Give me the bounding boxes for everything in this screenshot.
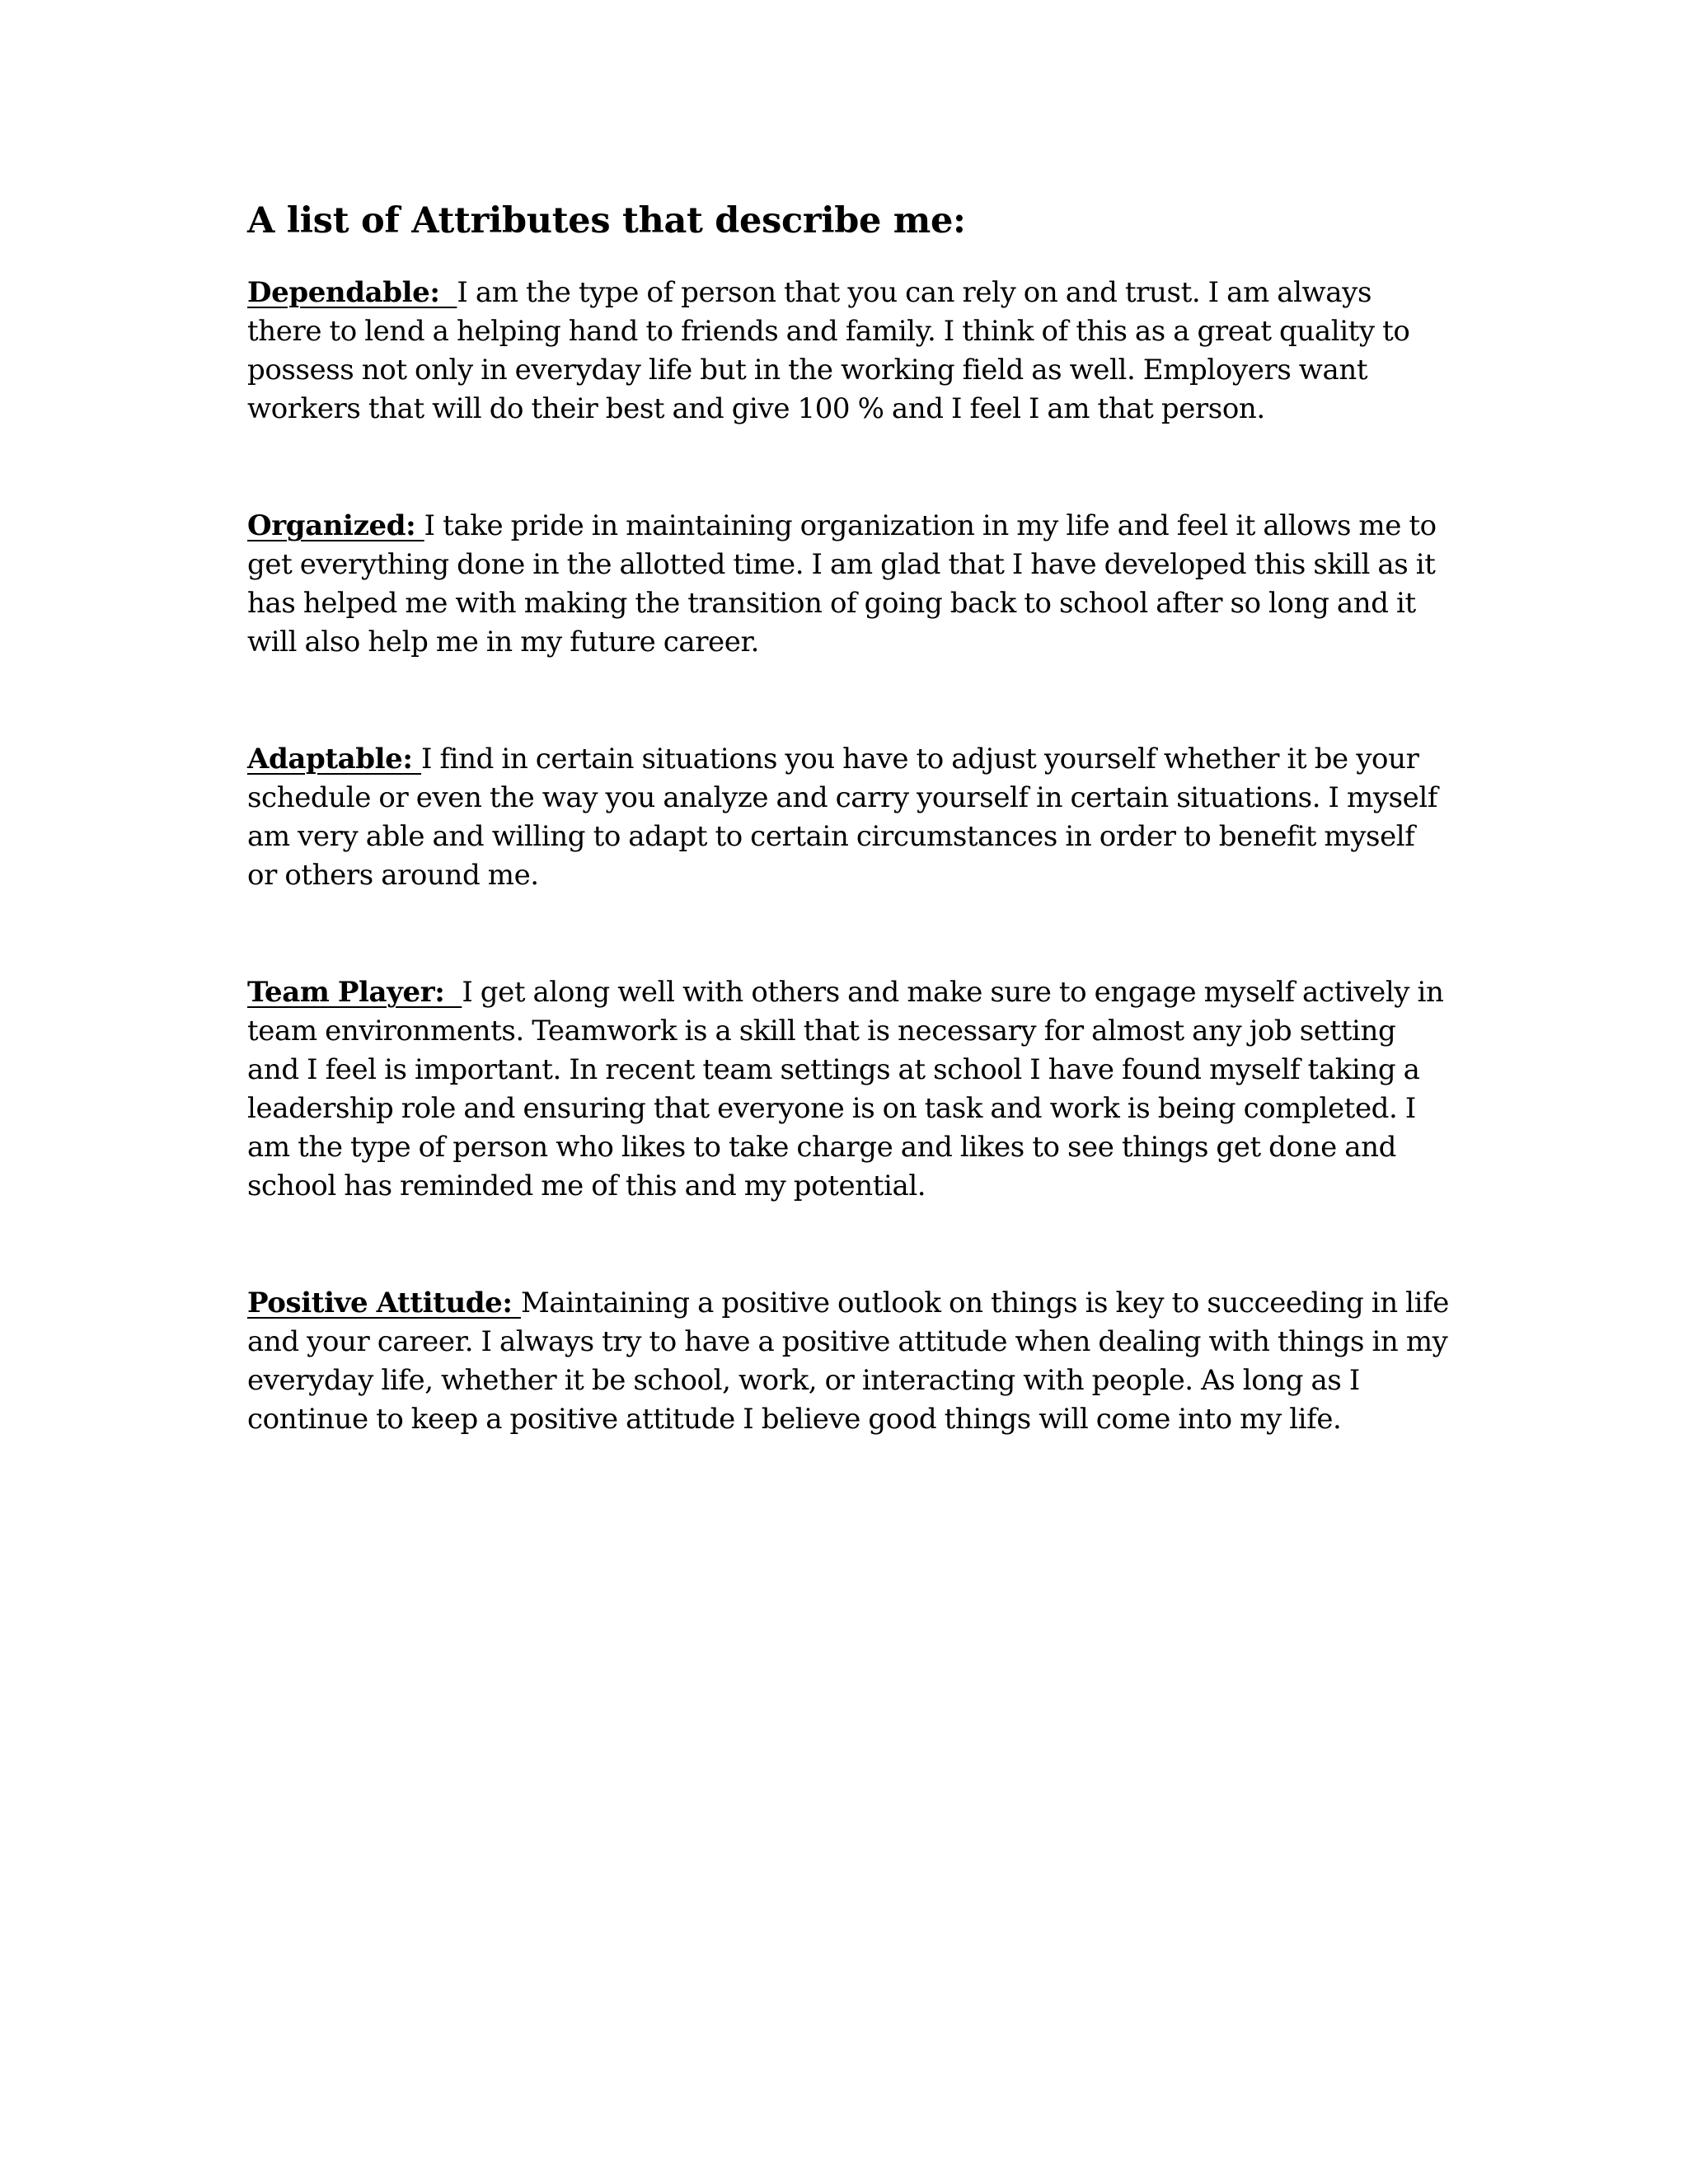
attribute-label: Dependable: xyxy=(247,276,457,309)
attribute-description: Maintaining a positive outlook on things is key to succeeding in life and your career. I always try to have a positive attitude when dealing with things in my everyday life, whether it be school, work, or interacting with people. As long as I continue to keep a positive attitude I believe good things will come into my life. xyxy=(247,1286,1449,1436)
attribute-description: I am the type of person that you can rely on and trust. I am always there to lend a helping hand to friends and family. I think of this as a great quality to possess not only in everyday life but in the working field as well. Employers want workers that will do their best and give 100 % and I feel I am that person. xyxy=(247,276,1410,425)
attribute-dependable xyxy=(247,274,1451,429)
document-content xyxy=(247,198,1451,1517)
attribute-description: I take pride in maintaining organization in my life and feel it allows me to get everything done in the allotted time. I am glad that I have developed this skill as it has helped me with making the transition of going back to school after so long and it will also help me in my future career. xyxy=(247,509,1437,658)
attribute-team-player xyxy=(247,973,1451,1206)
attribute-label: Positive Attitude: xyxy=(247,1286,521,1319)
attribute-positive-attitude xyxy=(247,1284,1451,1439)
attribute-label: Organized: xyxy=(247,509,424,542)
attribute-adaptable xyxy=(247,740,1451,895)
attribute-description: I find in certain situations you have to adjust yourself whether it be your schedule or even the way you analyze and carry yourself in certain situations. I myself am very able and willing to adapt to certain circumstances in order to benefit myself or others around me. xyxy=(247,743,1438,892)
document-title: A list of Attributes that describe me: xyxy=(247,200,966,241)
attribute-label: Adaptable: xyxy=(247,743,422,776)
attribute-label: Team Player: xyxy=(247,976,462,1009)
attribute-organized xyxy=(247,507,1451,662)
attribute-description: I get along well with others and make sure to engage myself actively in team environments. Teamwork is a skill that is necessary for almost any job setting and I feel is important. In recent team settings at school I have found myself taking a leadership role and ensuring that everyone is on task and work is being completed. I am the type of person who likes to take charge and likes to see things get done and school has reminded me of this and my potential. xyxy=(247,976,1444,1202)
